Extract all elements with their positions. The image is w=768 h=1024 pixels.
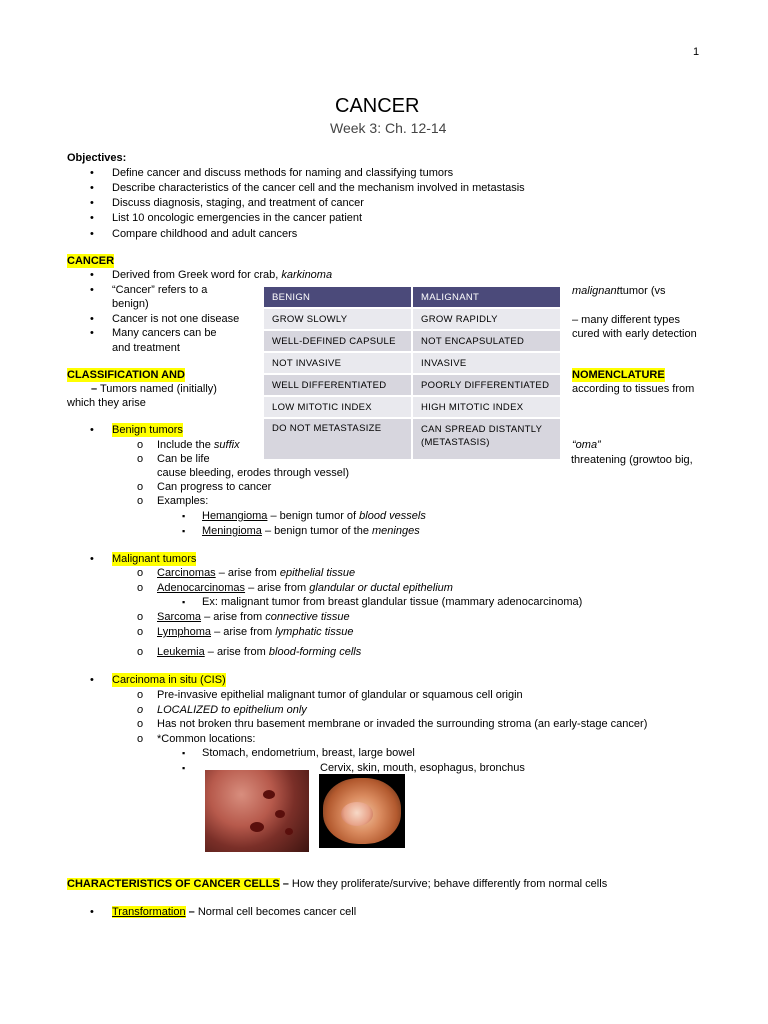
classification-line-1-right: according to tissues from <box>572 383 695 395</box>
cancer-bullet-2-right <box>572 284 666 298</box>
text: Include the <box>157 439 211 451</box>
table-cell: NOT INVASIVE <box>264 353 411 373</box>
text: – arise from <box>214 626 273 638</box>
table-cell: DO NOT METASTASIZE <box>264 419 411 459</box>
cancer-bullet-2-left-cont: benign) <box>112 298 149 310</box>
characteristics-line <box>67 877 607 891</box>
circle-bullet-icon: o <box>137 718 144 730</box>
list-item: Describe characteristics of the cancer cell and the mechanism involved in metastasis <box>112 182 525 194</box>
bullet-icon: • <box>90 424 94 436</box>
cancer-bullet-2-left: “Cancer” refers to a <box>112 284 208 296</box>
bullet-icon: • <box>90 313 94 325</box>
cancer-heading: CANCER <box>67 255 115 267</box>
table-cell: GROW SLOWLY <box>264 309 411 329</box>
table-cell: WELL-DEFINED CAPSULE <box>264 331 411 351</box>
emphasis: malignant <box>572 285 620 297</box>
emphasis: blood vessels <box>359 510 426 522</box>
circle-bullet-icon: o <box>137 646 144 658</box>
bullet-icon: • <box>90 553 94 565</box>
text: Tumors named (initially) <box>99 383 217 395</box>
table-cell: HIGH MITOTIC INDEX <box>413 397 560 417</box>
list-item: List 10 oncologic emergencies in the cancer patient <box>112 212 363 224</box>
list-item: Discuss diagnosis, staging, and treatment of cancer <box>112 197 364 209</box>
table-row <box>264 331 560 351</box>
dash: – <box>188 906 195 918</box>
emphasis: glandular or ductal epithelium <box>309 582 453 594</box>
circle-bullet-icon: o <box>137 704 144 716</box>
endoscopy-photo <box>319 774 405 848</box>
square-bullet-icon: ▪ <box>182 763 186 773</box>
benign-include <box>157 438 240 452</box>
skin-lesion-photo <box>205 770 309 852</box>
transformation-line <box>112 905 356 919</box>
benign-life-right: threatening (growtoo big, <box>571 454 693 466</box>
cancer-bullet-4-right: cured with early detection <box>572 328 697 340</box>
term: Lymphoma <box>157 626 212 638</box>
benign-life-left: Can be life <box>157 453 210 465</box>
benign-example-1 <box>202 509 426 523</box>
text: – benign tumor of <box>270 510 357 522</box>
table-cell: GROW RAPIDLY <box>413 309 560 329</box>
bullet-icon: • <box>90 182 94 194</box>
benign-examples: Examples: <box>157 495 209 507</box>
table-cell: POORLY DIFFERENTIATED <box>413 375 560 395</box>
cis-label: Carcinoma in situ (CIS) <box>112 674 226 686</box>
table-row <box>264 309 560 329</box>
page-subtitle: Week 3: Ch. 12-14 <box>330 120 447 136</box>
list-item: Compare childhood and adult cancers <box>112 228 298 240</box>
text: Derived from Greek word for crab, <box>112 269 279 281</box>
circle-bullet-icon: o <box>137 689 144 701</box>
bullet-icon: • <box>90 228 94 240</box>
term: Meningioma <box>202 525 262 537</box>
page-number: 1 <box>693 46 700 58</box>
text: – arise from <box>248 582 307 594</box>
benign-life-cont: cause bleeding, erodes through vessel) <box>157 467 350 479</box>
cis-item: Has not broken thru basement membrane or invaded the surrounding stroma (an early-stage cancer) <box>157 718 648 730</box>
nomenclature-heading: NOMENCLATURE <box>572 369 665 381</box>
dash: – <box>91 383 98 395</box>
text: tumor (vs <box>619 285 666 297</box>
bullet-icon: • <box>90 269 94 281</box>
transformation-term: Transformation <box>112 906 186 918</box>
benign-example-2 <box>202 524 420 538</box>
bullet-icon: • <box>90 327 94 339</box>
malignant-item-lymphoma <box>157 625 353 639</box>
text: – arise from <box>218 567 277 579</box>
circle-bullet-icon: o <box>137 453 144 465</box>
cancer-bullet-3-left: Cancer is not one disease <box>112 313 240 325</box>
table-cell: WELL DIFFERENTIATED <box>264 375 411 395</box>
table-cell: INVASIVE <box>413 353 560 373</box>
square-bullet-icon: ▪ <box>182 748 186 758</box>
classification-heading: CLASSIFICATION AND <box>67 369 185 381</box>
term: Adenocarcinomas <box>157 582 246 594</box>
malignant-item-adenocarcinomas <box>157 581 453 595</box>
list-item: Define cancer and discuss methods for naming and classifying tumors <box>112 167 454 179</box>
emphasis: epithelial tissue <box>279 567 356 579</box>
objectives-heading: Objectives: <box>67 152 127 164</box>
term: Hemangioma <box>202 510 268 522</box>
table-row <box>264 419 560 459</box>
dash: – <box>282 878 289 890</box>
table-header-row <box>264 287 560 307</box>
cis-location: Stomach, endometrium, breast, large bowel <box>202 747 415 759</box>
emphasis: connective tissue <box>265 611 350 623</box>
circle-bullet-icon: o <box>137 733 144 745</box>
cancer-bullet-1 <box>112 268 332 282</box>
text: – arise from <box>204 611 263 623</box>
characteristics-heading: CHARACTERISTICS OF CANCER CELLS <box>67 878 280 890</box>
term: Sarcoma <box>157 611 202 623</box>
benign-tumors-label: Benign tumors <box>112 424 183 436</box>
classification-line-2: which they arise <box>67 397 146 409</box>
benign-malignant-table <box>262 285 562 461</box>
bullet-icon: • <box>90 906 94 918</box>
bullet-icon: • <box>90 284 94 296</box>
benign-oma: “oma” <box>572 439 601 451</box>
table-row <box>264 397 560 417</box>
square-bullet-icon: ▪ <box>182 597 186 607</box>
page-title: CANCER <box>335 95 420 117</box>
table-row <box>264 353 560 373</box>
cis-item: LOCALIZED to epithelium only <box>157 704 307 716</box>
circle-bullet-icon: o <box>137 439 144 451</box>
table-header-cell: BENIGN <box>264 287 411 307</box>
classification-line-1 <box>91 382 217 396</box>
emphasis: karkinoma <box>281 269 333 281</box>
malignant-tumors-label: Malignant tumors <box>112 553 197 565</box>
bullet-icon: • <box>90 197 94 209</box>
cancer-bullet-4-left-cont: and treatment <box>112 342 180 354</box>
bullet-icon: • <box>90 212 94 224</box>
cis-location: Cervix, skin, mouth, esophagus, bronchus <box>320 762 525 774</box>
table-cell: LOW MITOTIC INDEX <box>264 397 411 417</box>
circle-bullet-icon: o <box>137 582 144 594</box>
characteristics-desc: How they proliferate/survive; behave differently from normal cells <box>291 878 608 890</box>
malignant-item-leukemia <box>157 645 361 659</box>
circle-bullet-icon: o <box>137 567 144 579</box>
bullet-icon: • <box>90 167 94 179</box>
text: – benign tumor of the <box>264 525 369 537</box>
cancer-bullet-4-left: Many cancers can be <box>112 327 217 339</box>
cancer-bullet-3-right: – many different types <box>572 314 681 326</box>
cis-item: Pre-invasive epithelial malignant tumor of glandular or squamous cell origin <box>157 689 523 701</box>
table-row <box>264 375 560 395</box>
malignant-item-carcinomas <box>157 566 355 580</box>
emphasis: lymphatic tissue <box>275 626 354 638</box>
square-bullet-icon: ▪ <box>182 511 186 521</box>
circle-bullet-icon: o <box>137 495 144 507</box>
bullet-icon: • <box>90 674 94 686</box>
square-bullet-icon: ▪ <box>182 526 186 536</box>
malignant-item-sarcoma <box>157 610 350 624</box>
table-header-cell: MALIGNANT <box>413 287 560 307</box>
emphasis: blood-forming cells <box>268 646 362 658</box>
table-cell: CAN SPREAD DISTANTLY (METASTASIS) <box>413 419 560 459</box>
text: – arise from <box>207 646 266 658</box>
benign-progress: Can progress to cancer <box>157 481 272 493</box>
cis-item: *Common locations: <box>157 733 256 745</box>
emphasis: meninges <box>372 525 420 537</box>
term: Leukemia <box>157 646 205 658</box>
malignant-example-note: Ex: malignant tumor from breast glandular tissue (mammary adenocarcinoma) <box>202 596 583 608</box>
transformation-desc: Normal cell becomes cancer cell <box>197 906 357 918</box>
circle-bullet-icon: o <box>137 611 144 623</box>
circle-bullet-icon: o <box>137 481 144 493</box>
table-cell: NOT ENCAPSULATED <box>413 331 560 351</box>
circle-bullet-icon: o <box>137 626 144 638</box>
emphasis: suffix <box>213 439 240 451</box>
term: Carcinomas <box>157 567 216 579</box>
